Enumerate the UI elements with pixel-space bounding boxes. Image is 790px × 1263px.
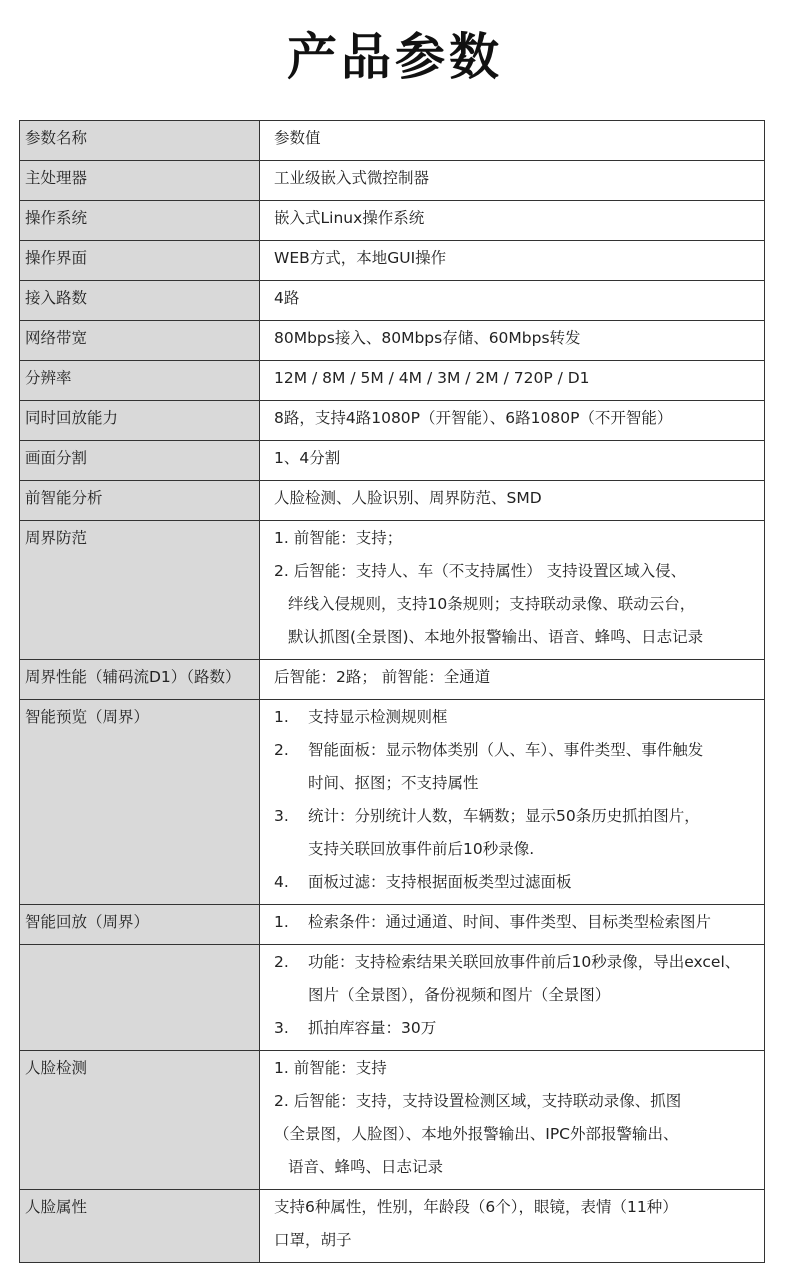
param-value-cell <box>260 521 765 660</box>
param-name-cell <box>20 1190 260 1263</box>
param-value: 人脸检测、人脸识别、周界防范、SMD <box>274 489 542 507</box>
param-name-cell <box>20 700 260 905</box>
table-row <box>20 1190 765 1263</box>
param-value-cell <box>260 441 765 481</box>
param-value: 1、4分割 <box>274 449 341 467</box>
item-number: 1. <box>274 913 289 931</box>
param-name: 周界防范 <box>25 529 88 547</box>
param-value: 2. 后智能：支持人、车（不支持属性） 支持设置区域入侵、 <box>274 562 687 580</box>
numbered-item <box>274 1017 764 1050</box>
param-value: 2. 后智能：支持，支持设置检测区域，支持联动录像、抓图 <box>274 1092 682 1110</box>
item-text: 检索条件：通过通道、时间、事件类型、目标类型检索图片 <box>308 913 712 931</box>
item-number: 2. <box>274 741 289 759</box>
item-number: 3. <box>274 807 289 825</box>
table-row <box>20 905 765 945</box>
table-row <box>20 361 765 401</box>
table-row <box>20 321 765 361</box>
param-name: 参数名称 <box>25 129 88 147</box>
numbered-item <box>274 739 764 772</box>
item-number: 3. <box>274 1019 289 1037</box>
param-value: 8路，支持4路1080P（开智能）、6路1080P（不开智能） <box>274 409 673 427</box>
param-name: 接入路数 <box>25 289 88 307</box>
numbered-item <box>274 706 764 739</box>
item-text: 支持关联回放事件前后10秒录像. <box>308 840 535 858</box>
param-value-cell <box>260 481 765 521</box>
numbered-item <box>274 951 764 984</box>
param-value-cell <box>260 361 765 401</box>
numbered-item <box>274 772 764 805</box>
numbered-item <box>274 805 764 838</box>
table-row <box>20 521 765 660</box>
param-value: 4路 <box>274 289 300 307</box>
param-value-cell <box>260 241 765 281</box>
param-name-cell <box>20 481 260 521</box>
table-row <box>20 441 765 481</box>
numbered-item <box>274 871 764 904</box>
table-row <box>20 945 765 1051</box>
param-name-cell <box>20 945 260 1051</box>
param-value-cell <box>260 700 765 905</box>
item-text: 智能面板：显示物体类别（人、车）、事件类型、事件触发 <box>308 741 704 759</box>
param-name-cell <box>20 121 260 161</box>
param-name: 操作界面 <box>25 249 88 267</box>
param-name: 操作系统 <box>25 209 88 227</box>
param-value: 80Mbps接入、80Mbps存储、60Mbps转发 <box>274 329 581 347</box>
item-number: 4. <box>274 873 289 891</box>
param-value-cell <box>260 401 765 441</box>
table-row <box>20 401 765 441</box>
param-value: 12M / 8M / 5M / 4M / 3M / 2M / 720P / D1 <box>274 369 590 387</box>
param-value: 绊线入侵规则，支持10条规则；支持联动录像、联动云台， <box>288 595 696 613</box>
param-value-cell <box>260 321 765 361</box>
table-row <box>20 241 765 281</box>
param-name-cell <box>20 201 260 241</box>
param-name-cell <box>20 441 260 481</box>
param-value: 默认抓图(全景图)、本地外报警输出、语音、蜂鸣、日志记录 <box>288 628 704 646</box>
param-value-cell <box>260 161 765 201</box>
param-name <box>25 951 259 984</box>
param-value: WEB方式，本地GUI操作 <box>274 249 447 267</box>
parameter-table <box>19 120 765 1263</box>
param-name: 画面分割 <box>25 449 88 467</box>
param-name-cell <box>20 660 260 700</box>
numbered-item <box>274 911 764 944</box>
param-value: （全景图，人脸图）、本地外报警输出、IPC外部报警输出、 <box>274 1125 679 1143</box>
param-name: 同时回放能力 <box>25 409 119 427</box>
table-row <box>20 281 765 321</box>
param-name: 主处理器 <box>25 169 88 187</box>
param-value-cell <box>260 1190 765 1263</box>
param-name: 网络带宽 <box>25 329 88 347</box>
param-name-cell <box>20 241 260 281</box>
param-name: 分辨率 <box>25 369 72 387</box>
table-row <box>20 481 765 521</box>
param-value-cell <box>260 121 765 161</box>
param-value-cell <box>260 945 765 1051</box>
param-value: 1. 前智能：支持 <box>274 1059 387 1077</box>
param-value: 语音、蜂鸣、日志记录 <box>288 1158 444 1176</box>
param-value: 嵌入式Linux操作系统 <box>274 209 425 227</box>
numbered-item <box>274 838 764 871</box>
table-row <box>20 700 765 905</box>
item-text: 统计：分别统计人数，车辆数；显示50条历史抓拍图片， <box>308 807 700 825</box>
param-name-cell <box>20 321 260 361</box>
table-row <box>20 660 765 700</box>
param-value-cell <box>260 660 765 700</box>
numbered-item <box>274 984 764 1017</box>
param-value-cell <box>260 1051 765 1190</box>
param-value-cell <box>260 201 765 241</box>
table-row <box>20 121 765 161</box>
param-name-cell <box>20 281 260 321</box>
page-title: 产品参数 <box>287 28 503 86</box>
param-name-cell <box>20 161 260 201</box>
item-text: 功能：支持检索结果关联回放事件前后10秒录像，导出excel、 <box>308 953 741 971</box>
table-row <box>20 161 765 201</box>
param-name: 周界性能（辅码流D1）（路数） <box>25 668 241 686</box>
param-value: 口罩，胡子 <box>274 1231 352 1249</box>
table-row <box>20 201 765 241</box>
param-name: 人脸检测 <box>25 1059 88 1077</box>
param-name: 智能预览（周界） <box>25 708 150 726</box>
param-name: 人脸属性 <box>25 1198 88 1216</box>
param-value: 1. 前智能：支持； <box>274 529 403 547</box>
item-number: 2. <box>274 953 289 971</box>
param-value-cell <box>260 905 765 945</box>
item-text: 面板过滤：支持根据面板类型过滤面板 <box>308 873 572 891</box>
param-name-cell <box>20 401 260 441</box>
param-name: 前智能分析 <box>25 489 103 507</box>
param-value: 后智能：2路； 前智能：全通道 <box>274 668 491 686</box>
param-name: 智能回放（周界） <box>25 913 150 931</box>
table-row <box>20 1051 765 1190</box>
param-name-cell <box>20 1051 260 1190</box>
item-text: 支持显示检测规则框 <box>308 708 448 726</box>
param-value-cell <box>260 281 765 321</box>
param-value: 参数值 <box>274 129 321 147</box>
param-value: 支持6种属性，性别，年龄段（6个），眼镜，表情（11种） <box>274 1198 678 1216</box>
param-name-cell <box>20 521 260 660</box>
item-text: 时间、抠图；不支持属性 <box>308 774 479 792</box>
item-number: 1. <box>274 708 289 726</box>
item-text: 图片（全景图），备份视频和图片（全景图） <box>308 986 611 1004</box>
item-text: 抓拍库容量：30万 <box>308 1019 437 1037</box>
param-value: 工业级嵌入式微控制器 <box>274 169 430 187</box>
param-name-cell <box>20 905 260 945</box>
param-name-cell <box>20 361 260 401</box>
